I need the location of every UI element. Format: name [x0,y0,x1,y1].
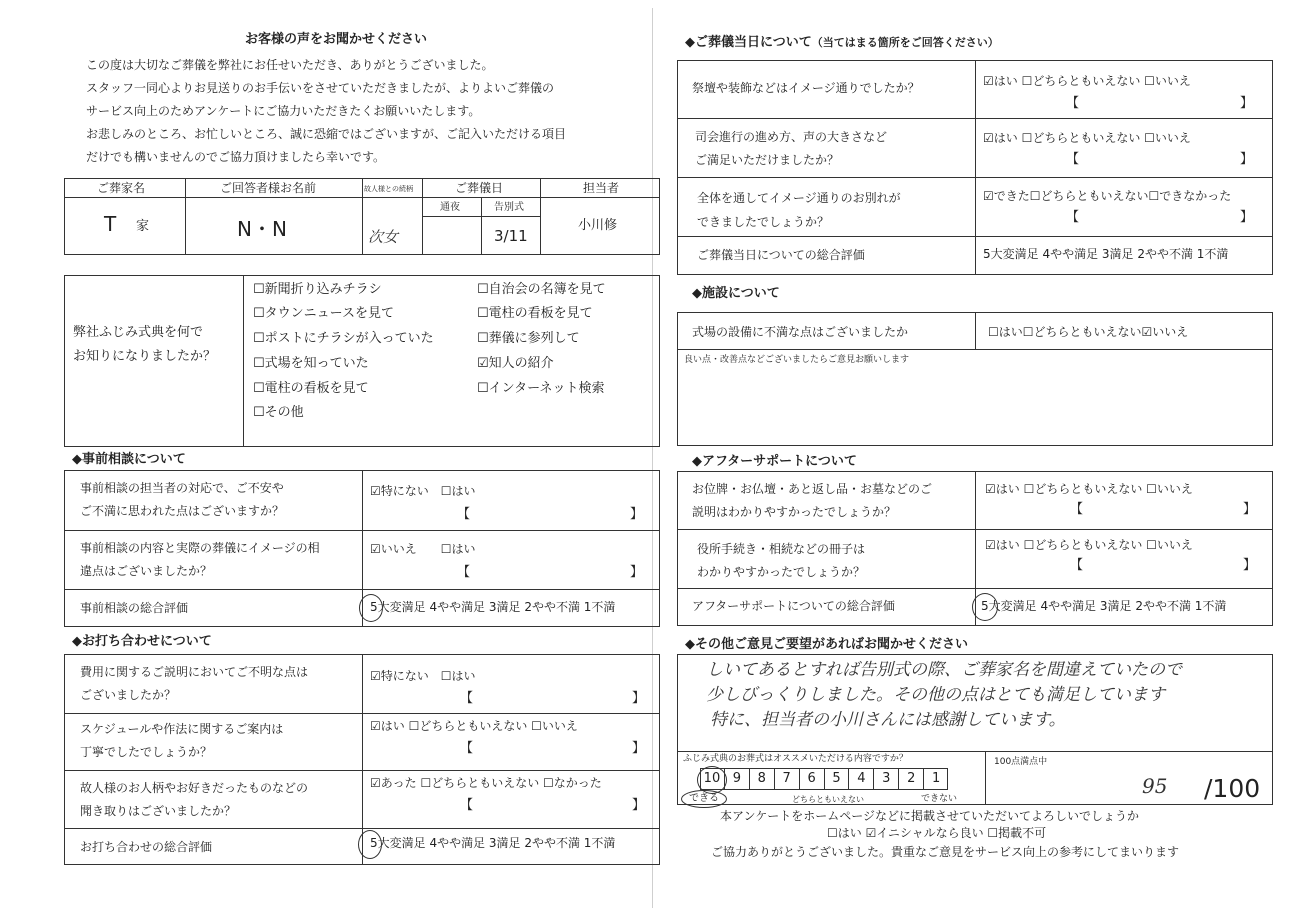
scale-cell-7[interactable]: 7 [775,768,800,790]
respondent-name: N・N [237,217,287,241]
day-q1-answer[interactable]: ☑はい ☐どちらともいえない ☐いいえ [983,74,1191,88]
after-q2-line-1: 役所手続き・相続などの冊子は [697,542,866,556]
info-table-rule [362,178,363,255]
scale-label-can: できる [689,793,719,804]
day-q2-answer[interactable]: ☑はい ☐どちらともいえない ☐いいえ [983,131,1191,145]
day-q3-line-2: できましたでしょうか？ [697,215,830,229]
bracket-open: 【 [457,507,471,522]
header-family: ご葬家名 [97,181,146,195]
day-heading-note: （当てはまる箇所をご回答ください） [811,36,999,49]
source-option-pole-sign-2[interactable]: ☐電柱の看板を見て [477,306,593,321]
meeting-q1-line-2: ございましたか？ [80,688,177,702]
bracket-close: 】 [1240,152,1254,167]
meeting-q2-line-1: スケジュールや作法に関するご案内は [80,722,284,736]
recommend-question: ふじみ式典のお葬式はオススメいただける内容ですか？ [683,754,908,764]
info-table-rule [422,178,423,255]
family-initial: T [104,212,117,236]
bracket-open: 【 [1070,502,1084,517]
consult-q2-line-2: 違点はございましたか？ [80,564,213,578]
header-funeral-date: ご葬儀日 [455,181,504,195]
source-question-line-2: お知りになりましたか？ [73,349,217,364]
source-option-internet[interactable]: ☐インターネット検索 [477,381,605,396]
consult-q1-line-2: ご不満に思われた点はございますか？ [80,504,285,518]
scale-cell-2[interactable]: 2 [899,768,924,790]
header-staff: 担当者 [583,181,620,195]
scale-cell-5[interactable]: 5 [825,768,850,790]
bracket-open: 【 [460,798,474,813]
bracket-open: 【 [1066,96,1080,111]
intro-line-1: この度は大切なご葬儀を弊社にお任せいただき、ありがとうございました。 [86,58,494,72]
meeting-q3-line-2: 聞き取りはございましたか？ [80,804,237,818]
source-option-newspaper[interactable]: ☐新聞折り込みチラシ [253,282,382,297]
other-rule [677,751,1273,752]
publish-answer[interactable]: ☐はい ☑イニシャルなら良い ☐掲載不可 [827,826,1047,840]
day-q3-line-1: 全体を通してイメージ通りのお別れが [697,191,901,205]
after-q1-line-2: 説明はわかりやすかったでしょうか？ [692,505,897,519]
rating-circle-mark [359,594,383,622]
after-q2-line-2: わかりやすかったでしょうか？ [697,565,866,579]
bracket-close: 】 [1243,502,1257,517]
source-option-post-flyer[interactable]: ☐ポストにチラシが入っていた [253,331,434,346]
publish-question: 本アンケートをホームページなどに掲載させていただいてよろしいでしょうか [720,809,1140,823]
consult-heading: ◆事前相談について [72,452,186,467]
bracket-close: 】 [630,507,644,522]
meeting-q3-answer[interactable]: ☑あった ☐どちらともいえない ☐なかった [370,776,602,790]
meeting-q1-line-1: 費用に関するご説明においてご不明な点は [80,665,309,679]
source-option-residents-list[interactable]: ☐自治会の名簿を見て [477,282,606,297]
facility-q1-answer[interactable]: ☐はい☐どちらともいえない☑いいえ [988,325,1189,339]
consult-q3: 事前相談の総合評価 [80,601,189,615]
bracket-open: 【 [460,741,474,756]
intro-line-2: スタッフ一同心よりお見送りのお手伝いをさせていただきましたが、よりよいご葬儀の [86,81,555,95]
day-heading [685,35,999,51]
survey-title: お客様の声をお聞かせください [245,32,428,47]
scale-cell-6[interactable]: 6 [800,768,825,790]
source-question-line-1: 弊社ふじみ式典を何で [73,325,204,340]
bracket-close: 】 [1240,210,1254,225]
header-respondent: ご回答者様お名前 [220,181,317,195]
facility-note: 良い点・改善点などございましたらご意見お願いします [684,355,910,365]
facility-q1: 式場の設備に不満な点はございましたか [692,325,909,339]
comment-line-3: 特に、担当者の小川さんには感謝しています。 [710,710,1066,730]
day-q2-line-1: 司会進行の進め方、声の大きさなど [695,130,888,144]
consult-rating[interactable]: 5大変満足 4やや満足 3満足 2やや不満 1不満 [370,600,616,614]
day-q1: 祭壇や装飾などはイメージ通りでしたか？ [692,81,920,95]
score-max: /100 [1204,774,1261,803]
bracket-open: 【 [460,691,474,706]
bracket-close: 】 [632,798,646,813]
meeting-q1-answer[interactable]: ☑特にない ☐はい [370,669,476,683]
consult-q1-answer[interactable]: ☑特にない ☐はい [370,484,476,498]
header-tsuya: 通夜 [440,202,460,213]
comment-line-2: 少しびっくりしました。その他の点はとても満足しています [706,685,1165,705]
scale-cell-4[interactable]: 4 [849,768,874,790]
recommend-scale-cells [700,768,948,790]
info-table-rule [540,178,541,255]
intro-line-4: お悲しみのところ、お忙しいところ、誠に恐縮ではございますが、ご記入いただける項目 [86,127,567,141]
consult-q2-answer[interactable]: ☑いいえ ☐はい [370,542,476,556]
bracket-open: 【 [1066,210,1080,225]
score-label: 100点満点中 [994,757,1048,767]
meeting-q4: お打ち合わせの総合評価 [80,840,213,854]
scale-cell-8[interactable]: 8 [750,768,775,790]
staff-value: 小川修 [578,218,618,233]
source-option-venue[interactable]: ☐式場を知っていた [253,356,369,371]
scale-cell-10[interactable]: 10 [700,768,725,790]
after-heading: ◆アフターサポートについて [692,454,857,469]
intro-line-3: サービス向上のためアンケートにご協力いただきたくお願いいたします。 [86,104,481,118]
source-option-town-news[interactable]: ☐タウンニュースを見て [253,306,395,321]
header-kokubetsu: 告別式 [494,202,524,213]
scale-cell-9[interactable]: 9 [725,768,750,790]
consult-q2-line-1: 事前相談の内容と実際の葬儀にイメージの相 [80,541,320,555]
meeting-q2-answer[interactable]: ☑はい ☐どちらともいえない ☐いいえ [370,719,578,733]
source-divider [243,275,244,447]
day-rule [975,60,976,275]
score-value: 95 [1142,774,1168,798]
other-rule [985,751,986,805]
comment-line-1: しいてあるとすれば告別式の際、ご葬家名を間違えていたので [706,660,1182,680]
bracket-open: 【 [1066,152,1080,167]
info-table-rule [481,197,482,255]
header-relation: 故人様との続柄 [364,185,413,193]
rating-circle-mark [358,830,382,859]
facility-rule [677,349,1273,350]
scale-label-cannot: できない [921,794,958,804]
meeting-q3-line-1: 故人様のお人柄やお好きだったものなどの [80,781,309,795]
bracket-close: 】 [1243,558,1257,573]
bracket-close: 】 [632,691,646,706]
meeting-heading: ◆お打ち合わせについて [72,634,212,649]
consult-q1-line-1: 事前相談の担当者の対応で、ご不安や [80,481,284,495]
kokubetsu-value: 3/11 [494,227,528,245]
thanks-message: ご協力ありがとうございました。貴重なご意見をサービス向上の参考にしてまいります [711,845,1180,859]
after-q3: アフターサポートについての総合評価 [692,599,895,613]
day-q2-line-2: ご満足いただけましたか？ [695,153,840,167]
source-option-attended-funeral[interactable]: ☐葬儀に参列して [477,331,580,346]
meeting-q2-line-2: 丁寧でしたでしょうか？ [80,745,213,759]
other-heading: ◆その他ご意見ご要望があればお聞かせください [685,637,968,652]
bracket-close: 】 [630,565,644,580]
source-option-referral[interactable]: ☑知人の紹介 [477,356,554,371]
day-q4: ご葬儀当日についての総合評価 [697,248,865,262]
after-q1-line-1: お位牌・お仏壇・あと返し品・お墓などのご [692,482,933,496]
bracket-close: 】 [1240,96,1254,111]
facility-heading: ◆施設について [692,286,780,301]
bracket-open: 【 [1070,558,1084,573]
scale-label-neutral: どちらともいえない [792,795,864,804]
relation-value: 次女 [368,228,399,246]
meeting-rating[interactable]: 5大変満足 4やや満足 3満足 2やや不満 1不満 [370,836,616,850]
scale-cell-1[interactable]: 1 [931,771,941,786]
day-rating[interactable]: 5大変満足 4やや満足 3満足 2やや不満 1不満 [983,247,1229,261]
after-rating[interactable]: 5大変満足 4やや満足 3満足 2やや不満 1不満 [981,599,1227,613]
after-q2-answer[interactable]: ☑はい ☐どちらともいえない ☐いいえ [985,538,1193,552]
scale-cell-3[interactable]: 3 [874,768,899,790]
rating-circle-mark [972,593,998,621]
intro-line-5: だけでも構いませんのでご協力頂けましたら幸いです。 [86,150,386,164]
facility-rule [975,312,976,349]
source-option-pole-sign[interactable]: ☐電柱の看板を見て [253,381,369,396]
bracket-close: 】 [632,741,646,756]
bracket-open: 【 [457,565,471,580]
family-suffix: 家 [136,219,150,234]
info-table-rule [185,178,186,255]
after-q1-answer[interactable]: ☑はい ☐どちらともいえない ☐いいえ [985,482,1193,496]
day-heading-text: ◆ご葬儀当日について [685,35,812,50]
source-option-other[interactable]: ☐その他 [253,405,304,420]
day-q3-answer[interactable]: ☑できた☐どちらともいえない☐できなかった [983,189,1232,203]
